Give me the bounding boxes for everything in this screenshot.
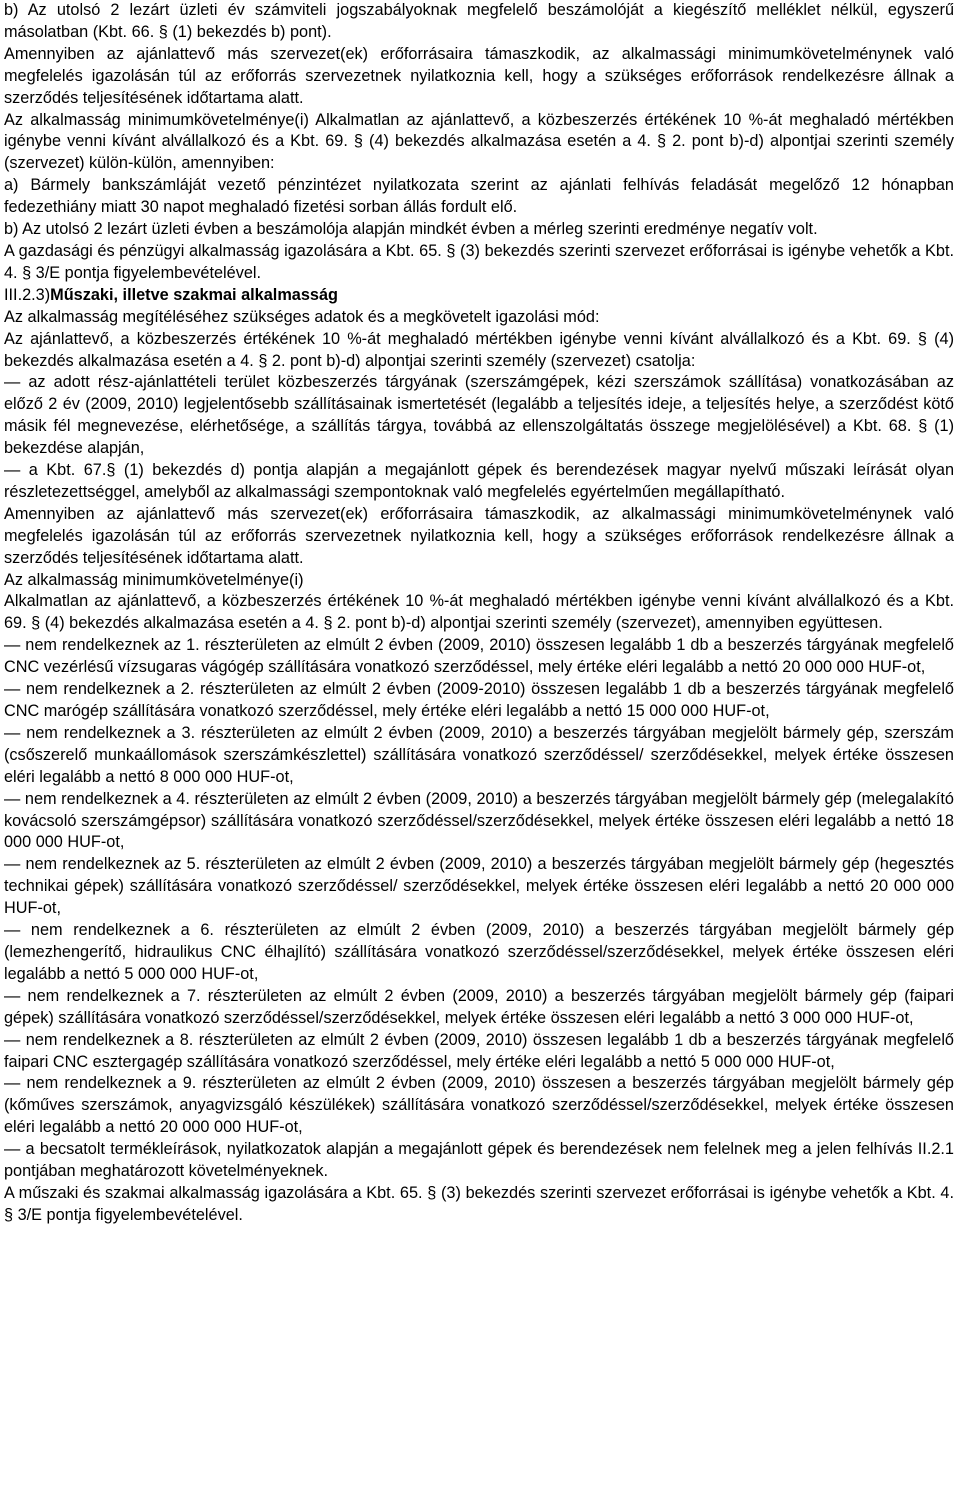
dash-item-deliveries: — az adott rész-ajánlattételi terület közbeszerzés tárgyának (szerszámgépek, kézi szerszámok szállítása) vonatkozásában az előző 2 év (2009, 2010) legjelentősebb szállításainak ismertetését (legalább a teljesítés ideje, a teljesítés helye, a szerződést kötő másik fél megnevezése, elérhetősége, a szállítás tárgya, továbbá az ellenszolgáltatás összege megjelölésével) a Kbt. 68. § (1) bekezdése alapján, (4, 373, 954, 458)
paragraph-minimum-heading: Az alkalmasság minimumkövetelménye(i) (4, 570, 304, 589)
paragraph-closing: A műszaki és szakmai alkalmasság igazolására a Kbt. 65. § (3) bekezdés szerinti szervezet erőforrásai is igénybe vehetők a Kbt. 4. § 3/E pontja figyelembevételével. (4, 1183, 954, 1224)
requirement-item-4: — nem rendelkeznek a 4. részterületen az elmúlt 2 évben (2009, 2010) a beszerzés tárgyában megjelölt bármely gép (melegalakító kovácsoló szerszámgépsor) szállítására vonatkozó szerződéssel/szerződésekkel, melyek értéke összesen eléri legalább a nettó 18 000 000 HUF-ot, (4, 789, 954, 852)
requirement-item-6: — nem rendelkeznek a 6. részterületen az elmúlt 2 évben (2009, 2010) a beszerzés tárgyában megjelölt bármely gép (lemezhengerítő, hidraulikus CNC élhajlító) szállítására vonatkozó szerződéssel/szerződésekkel, melyek értéke összesen eléri legalább a nettó 5 000 000 HUF-ot, (4, 921, 954, 983)
requirement-item-3: — nem rendelkeznek a 3. részterületen az elmúlt 2 évben (2009, 2010) a beszerzés tárgyában megjelölt bármely gép, szerszám (csőszerelő munkaállomások szerszámkészlettel) szállítására vonatkozó szerződéssel/ szerződésekkel, melyek értéke összesen eléri legalább a nettó 8 000 000 HUF-ot, (4, 723, 954, 786)
requirement-item-8: — nem rendelkeznek a 8. részterületen az elmúlt 2 évben (2009, 2010) összesen legalább 1 db a beszerzés tárgyának megfelelő faipari CNC esztergagép szállítására vonatkozó szerződéssel, mely értéke eléri legalább a nettó 5 000 000 HUF-ot, (4, 1030, 954, 1071)
section-heading (4, 285, 954, 307)
requirement-item-2: — nem rendelkeznek a 2. részterületen az elmúlt 2 évben (2009-2010) összesen legalább 1 db a beszerzés tárgyának megfelelő CNC marógép szállítására vonatkozó szerződéssel, mely értéke eléri legalább a nettó 15 000 000 HUF-ot, (4, 680, 954, 720)
paragraph-financial-resources: A gazdasági és pénzügyi alkalmasság igazolására a Kbt. 65. § (3) bekezdés szerinti szervezet erőforrásai is igénybe vehetők a Kbt. 4. § 3/E pontja figyelembevételével. (4, 241, 954, 282)
requirement-item-product-descriptions: — a becsatolt termékleírások, nyilatkozatok alapján a megajánlott gépek és berendezések nem felelnek meg a jelen felhívás II.2.1 pontjában meghatározott követelményeknek. (4, 1140, 954, 1181)
requirement-item-7: — nem rendelkeznek a 7. részterületen az elmúlt 2 évben (2009, 2010) a beszerzés tárgyában megjelölt bármely gép (faipari gépek) szállítására vonatkozó szerződéssel/szerződésekkel, melyek értéke összesen eléri legalább a nettó 3 000 000 HUF-ot, (4, 986, 954, 1027)
paragraph-resource-statement: Amennyiben az ajánlattevő más szervezet(ek) erőforrásaira támaszkodik, az alkalmassági minimumkövetelménynek való megfelelés igazolásán túl az erőforrás szervezetnek nyilatkoznia kell, hogy a szükséges erőforrások rendelkezésre állnak a szerződés teljesítésének időtartama alatt. (4, 44, 954, 107)
paragraph-data-required: Az alkalmasság megítéléséhez szükséges adatok és a megkövetelt igazolási mód: (4, 307, 600, 326)
requirement-item-5: — nem rendelkeznek az 5. részterületen az elmúlt 2 évben (2009, 2010) a beszerzés tárgyában megjelölt bármely gép (hegesztés technikai gépek) szállítására vonatkozó szerződéssel/ szerződésekkel, melyek értéke összesen eléri legalább a nettó 20 000 000 HUF-ot, (4, 855, 954, 918)
paragraph-financial-minimum: Az alkalmasság minimumkövetelménye(i) Alkalmatlan az ajánlattevő, a közbeszerzés értékének 10 %-át meghaladó mértékben igénybe venni kívánt alvállalkozó és a Kbt. 69. § (4) bekezdés alkalmazása esetén a 4. § 2. pont b)-d) alpontjai szerinti személy (szervezet) külön-külön, amennyiben: (4, 110, 954, 173)
paragraph-unsuitable: Alkalmatlan az ajánlattevő, a közbeszerzés értékének 10 %-át meghaladó mértékben igénybe venni kívánt alvállalkozó és a Kbt. 69. § (4) bekezdés alkalmazása esetén a 4. § 2. pont b)-d) alpontjai szerinti személy (szervezet), amennyiben együttesen. (4, 592, 954, 633)
paragraph-financial-a: a) Bármely bankszámláját vezető pénzintézet nyilatkozata szerint az ajánlati felhívás feladását megelőző 12 hónapban fedezethiány miatt 30 napot meghaladó fizetési sorban állás fordult elő. (4, 176, 954, 217)
paragraph-financial-b: b) Az utolsó 2 lezárt üzleti év számviteli jogszabályoknak megfelelő beszámolóját a kiegészítő melléklet nélkül, egyszerű másolatban (Kbt. 66. § (1) bekezdés b) pont). (4, 1, 954, 41)
section-heading-title: Műszaki, illetve szakmai alkalmasság (50, 285, 338, 304)
paragraph-attach: Az ajánlattevő, a közbeszerzés értékének 10 %-át meghaladó mértékben igénybe venni kívánt alvállalkozó és a Kbt. 69. § (4) bekezdés alkalmazása esetén a 4. § 2. pont b)-d) alpontjai szerinti személy (szervezet) csatolja: (4, 329, 954, 370)
requirement-item-9: — nem rendelkeznek a 9. részterületen az elmúlt 2 évben (2009, 2010) összesen a beszerzés tárgyában megjelölt bármely gép (kőműves szerszámok, anyagvizsgáló készülékek) szállítására vonatkozó szerződéssel/szerződésekkel, melyek értéke összesen eléri legalább a nettó 20 000 000 HUF-ot, (4, 1074, 954, 1137)
section-heading-number: III.2.3) (4, 285, 51, 304)
requirement-item-1: — nem rendelkeznek az 1. részterületen az elmúlt 2 évben (2009, 2010) összesen legalább 1 db a beszerzés tárgyának megfelelő CNC vezérlésű vízsugaras vágógép szállítására vonatkozó szerződéssel, mely értéke eléri legalább a nettó 20 000 000 HUF-ot, (4, 636, 954, 677)
paragraph-financial-b-negative: b) Az utolsó 2 lezárt üzleti évben a beszámolója alapján mindkét évben a mérleg szerinti eredménye negatív volt. (4, 220, 818, 239)
dash-item-technical-description: — a Kbt. 67.§ (1) bekezdés d) pontja alapján a megajánlott gépek és berendezések magyar nyelvű műszaki leírását olyan részletezettséggel, amelyből az alkalmassági szempontoknak való megfelelés egyértelműen megállapítható. (4, 461, 954, 501)
paragraph-resource-statement-2: Amennyiben az ajánlattevő más szervezet(ek) erőforrásaira támaszkodik, az alkalmassági minimumkövetelménynek való megfelelés igazolásán túl az erőforrás szervezetnek nyilatkoznia kell, hogy a szükséges erőforrások rendelkezésre állnak a szerződés teljesítésének időtartama alatt. (4, 504, 954, 567)
